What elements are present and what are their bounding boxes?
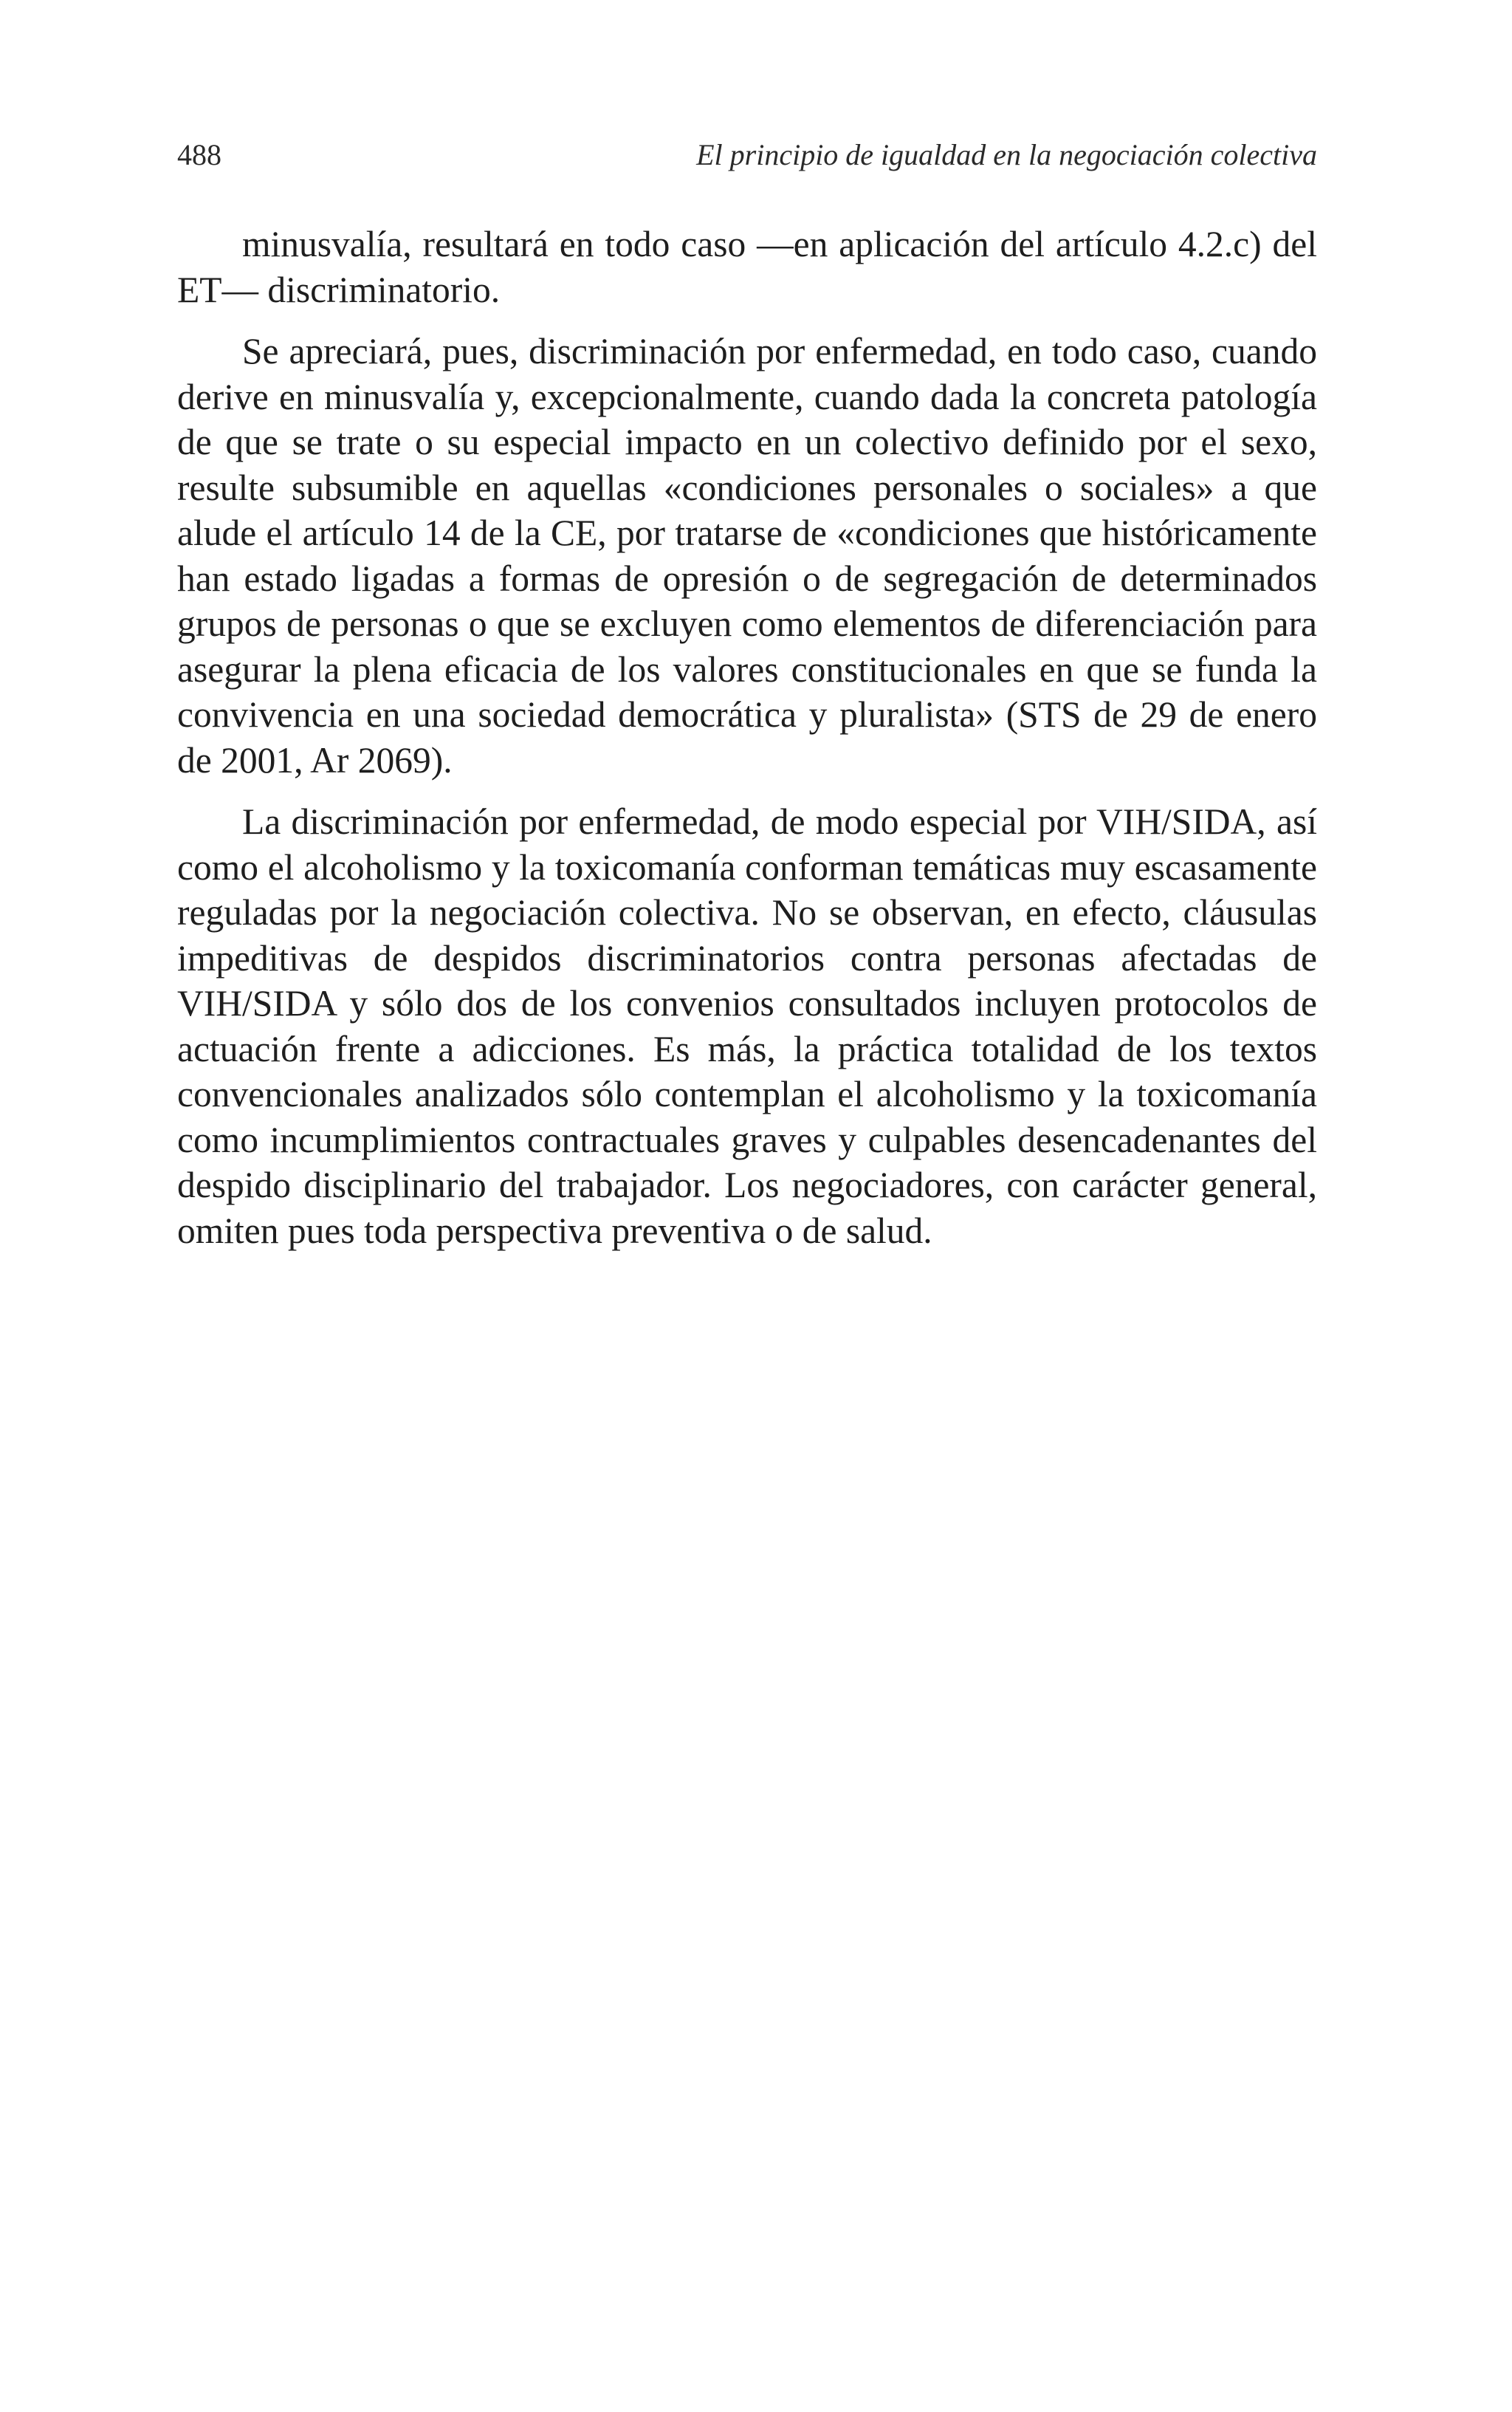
body-text bbox=[177, 222, 1317, 1270]
page-number: 488 bbox=[177, 138, 221, 171]
paragraph-2: Se apreciará, pues, discriminación por enfermedad, en todo caso, cuando derive en minusvalía y, excepcionalmente, cuando dada la concreta patología de que se trate o su especial impacto en un colectivo definido por el sexo, resulte subsumible en aquellas «condiciones personales o sociales» a que alude el artículo 14 de la CE, por tratarse de «condiciones que históricamente han estado ligadas a formas de opresión o de segregación de determinados grupos de personas o que se excluyen como elementos de diferenciación para asegurar la plena eficacia de los valores constitucionales en que se funda la convivencia en una sociedad democrática y pluralista» (STS de 29 de enero de 2001, Ar 2069). bbox=[177, 331, 1317, 781]
running-title: El principio de igualdad en la negociación colectiva bbox=[696, 138, 1317, 171]
paragraph-1: minusvalía, resultará en todo caso —en aplicación del artículo 4.2.c) del ET— discriminatorio. bbox=[177, 224, 1317, 310]
running-head bbox=[177, 133, 1317, 177]
paragraph-3: La discriminación por enfermedad, de modo especial por VIH/SIDA, así como el alcoholismo y la toxicomanía conforman temáticas muy escasamente reguladas por la negociación colectiva. No se observan, en efecto, cláusulas impeditivas de despidos discriminatorios contra personas afectadas de VIH/SIDA y sólo dos de los convenios consultados incluyen protocolos de actuación frente a adicciones. Es más, la práctica totalidad de los textos convencionales analizados sólo contemplan el alcoholismo y la toxicomanía como incumplimientos contractuales graves y culpables desencadenantes del despido disciplinario del trabajador. Los negociadores, con carácter general, omiten pues toda perspectiva preventiva o de salud. bbox=[177, 801, 1317, 1251]
